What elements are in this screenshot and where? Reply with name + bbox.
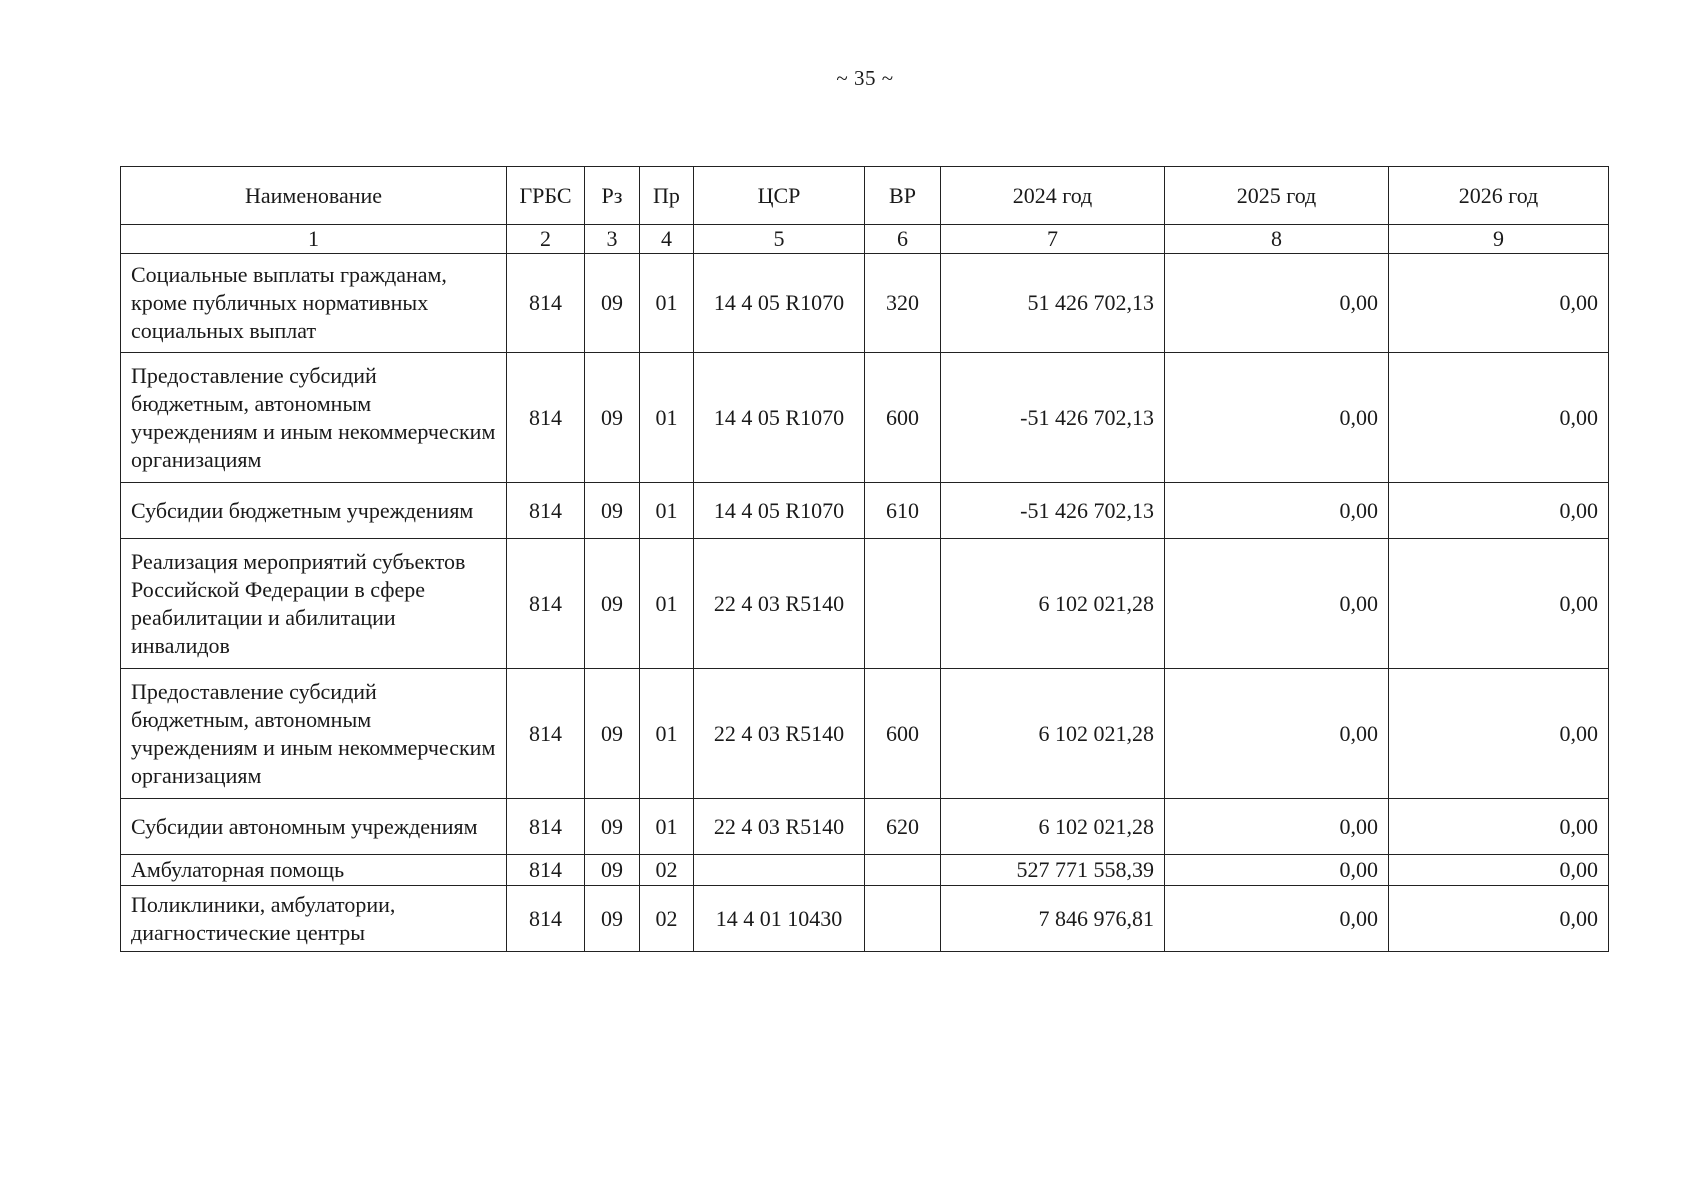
row-rz: 09 [585, 886, 640, 952]
row-amount-2025: 0,00 [1165, 855, 1389, 886]
header-pr: Пр [640, 167, 694, 225]
row-pr: 01 [640, 669, 694, 799]
row-vr: 610 [865, 483, 941, 539]
row-amount-2024: -51 426 702,13 [941, 353, 1165, 483]
column-number: 2 [507, 225, 585, 254]
row-amount-2026: 0,00 [1389, 353, 1609, 483]
row-csr: 22 4 03 R5140 [694, 539, 865, 669]
row-grbs: 814 [507, 855, 585, 886]
row-grbs: 814 [507, 886, 585, 952]
row-csr [694, 855, 865, 886]
column-number: 7 [941, 225, 1165, 254]
table-row [121, 539, 1609, 669]
row-rz: 09 [585, 799, 640, 855]
column-number: 4 [640, 225, 694, 254]
row-amount-2026: 0,00 [1389, 539, 1609, 669]
row-amount-2026: 0,00 [1389, 254, 1609, 353]
row-amount-2025: 0,00 [1165, 669, 1389, 799]
column-number: 1 [121, 225, 507, 254]
column-number: 8 [1165, 225, 1389, 254]
header-vr: ВР [865, 167, 941, 225]
row-amount-2026: 0,00 [1389, 855, 1609, 886]
header-csr: ЦСР [694, 167, 865, 225]
row-name: Социальные выплаты гражданам, кроме публичных нормативных социальных выплат [121, 254, 507, 353]
row-vr [865, 855, 941, 886]
table-row [121, 483, 1609, 539]
row-name: Субсидии автономным учреждениям [121, 799, 507, 855]
row-amount-2025: 0,00 [1165, 886, 1389, 952]
header-grbs: ГРБС [507, 167, 585, 225]
budget-table [120, 166, 1609, 952]
row-rz: 09 [585, 669, 640, 799]
row-grbs: 814 [507, 799, 585, 855]
row-vr: 600 [865, 353, 941, 483]
row-csr: 14 4 05 R1070 [694, 483, 865, 539]
row-pr: 02 [640, 886, 694, 952]
row-vr [865, 539, 941, 669]
row-rz: 09 [585, 483, 640, 539]
row-amount-2026: 0,00 [1389, 483, 1609, 539]
header-name: Наименование [121, 167, 507, 225]
row-name: Поликлиники, амбулатории, диагностические центры [121, 886, 507, 952]
row-amount-2025: 0,00 [1165, 353, 1389, 483]
row-amount-2026: 0,00 [1389, 669, 1609, 799]
column-number: 6 [865, 225, 941, 254]
row-amount-2025: 0,00 [1165, 539, 1389, 669]
row-name: Предоставление субсидий бюджетным, автономным учреждениям и иным некоммерческим организациям [121, 669, 507, 799]
row-rz: 09 [585, 353, 640, 483]
row-grbs: 814 [507, 539, 585, 669]
header-2024: 2024 год [941, 167, 1165, 225]
table-row [121, 886, 1609, 952]
row-amount-2024: 6 102 021,28 [941, 539, 1165, 669]
header-rz: Рз [585, 167, 640, 225]
row-amount-2024: 6 102 021,28 [941, 799, 1165, 855]
row-amount-2024: -51 426 702,13 [941, 483, 1165, 539]
row-rz: 09 [585, 539, 640, 669]
row-csr: 14 4 05 R1070 [694, 353, 865, 483]
row-csr: 14 4 01 10430 [694, 886, 865, 952]
row-grbs: 814 [507, 353, 585, 483]
row-amount-2026: 0,00 [1389, 799, 1609, 855]
column-number: 5 [694, 225, 865, 254]
row-pr: 01 [640, 254, 694, 353]
row-pr: 01 [640, 799, 694, 855]
table-row [121, 669, 1609, 799]
row-name: Реализация мероприятий субъектов Российской Федерации в сфере реабилитации и абилитации инвалидов [121, 539, 507, 669]
header-2026: 2026 год [1389, 167, 1609, 225]
row-vr: 620 [865, 799, 941, 855]
row-grbs: 814 [507, 483, 585, 539]
row-amount-2025: 0,00 [1165, 799, 1389, 855]
row-rz: 09 [585, 254, 640, 353]
row-amount-2025: 0,00 [1165, 483, 1389, 539]
column-number: 9 [1389, 225, 1609, 254]
column-number: 3 [585, 225, 640, 254]
table-header-row [121, 167, 1609, 225]
row-csr: 22 4 03 R5140 [694, 799, 865, 855]
row-vr: 600 [865, 669, 941, 799]
row-name: Предоставление субсидий бюджетным, автономным учреждениям и иным некоммерческим организациям [121, 353, 507, 483]
row-amount-2025: 0,00 [1165, 254, 1389, 353]
row-pr: 01 [640, 483, 694, 539]
row-amount-2024: 51 426 702,13 [941, 254, 1165, 353]
row-amount-2024: 6 102 021,28 [941, 669, 1165, 799]
table-row [121, 254, 1609, 353]
row-pr: 02 [640, 855, 694, 886]
row-csr: 14 4 05 R1070 [694, 254, 865, 353]
table-row [121, 353, 1609, 483]
row-pr: 01 [640, 539, 694, 669]
table-row [121, 855, 1609, 886]
row-csr: 22 4 03 R5140 [694, 669, 865, 799]
row-amount-2026: 0,00 [1389, 886, 1609, 952]
page-number: ~ 35 ~ [836, 66, 894, 90]
column-number-row [121, 225, 1609, 254]
row-name: Субсидии бюджетным учреждениям [121, 483, 507, 539]
row-rz: 09 [585, 855, 640, 886]
row-grbs: 814 [507, 669, 585, 799]
row-pr: 01 [640, 353, 694, 483]
row-name: Амбулаторная помощь [121, 855, 507, 886]
header-2025: 2025 год [1165, 167, 1389, 225]
row-vr: 320 [865, 254, 941, 353]
row-grbs: 814 [507, 254, 585, 353]
row-amount-2024: 527 771 558,39 [941, 855, 1165, 886]
table-row [121, 799, 1609, 855]
row-vr [865, 886, 941, 952]
row-amount-2024: 7 846 976,81 [941, 886, 1165, 952]
